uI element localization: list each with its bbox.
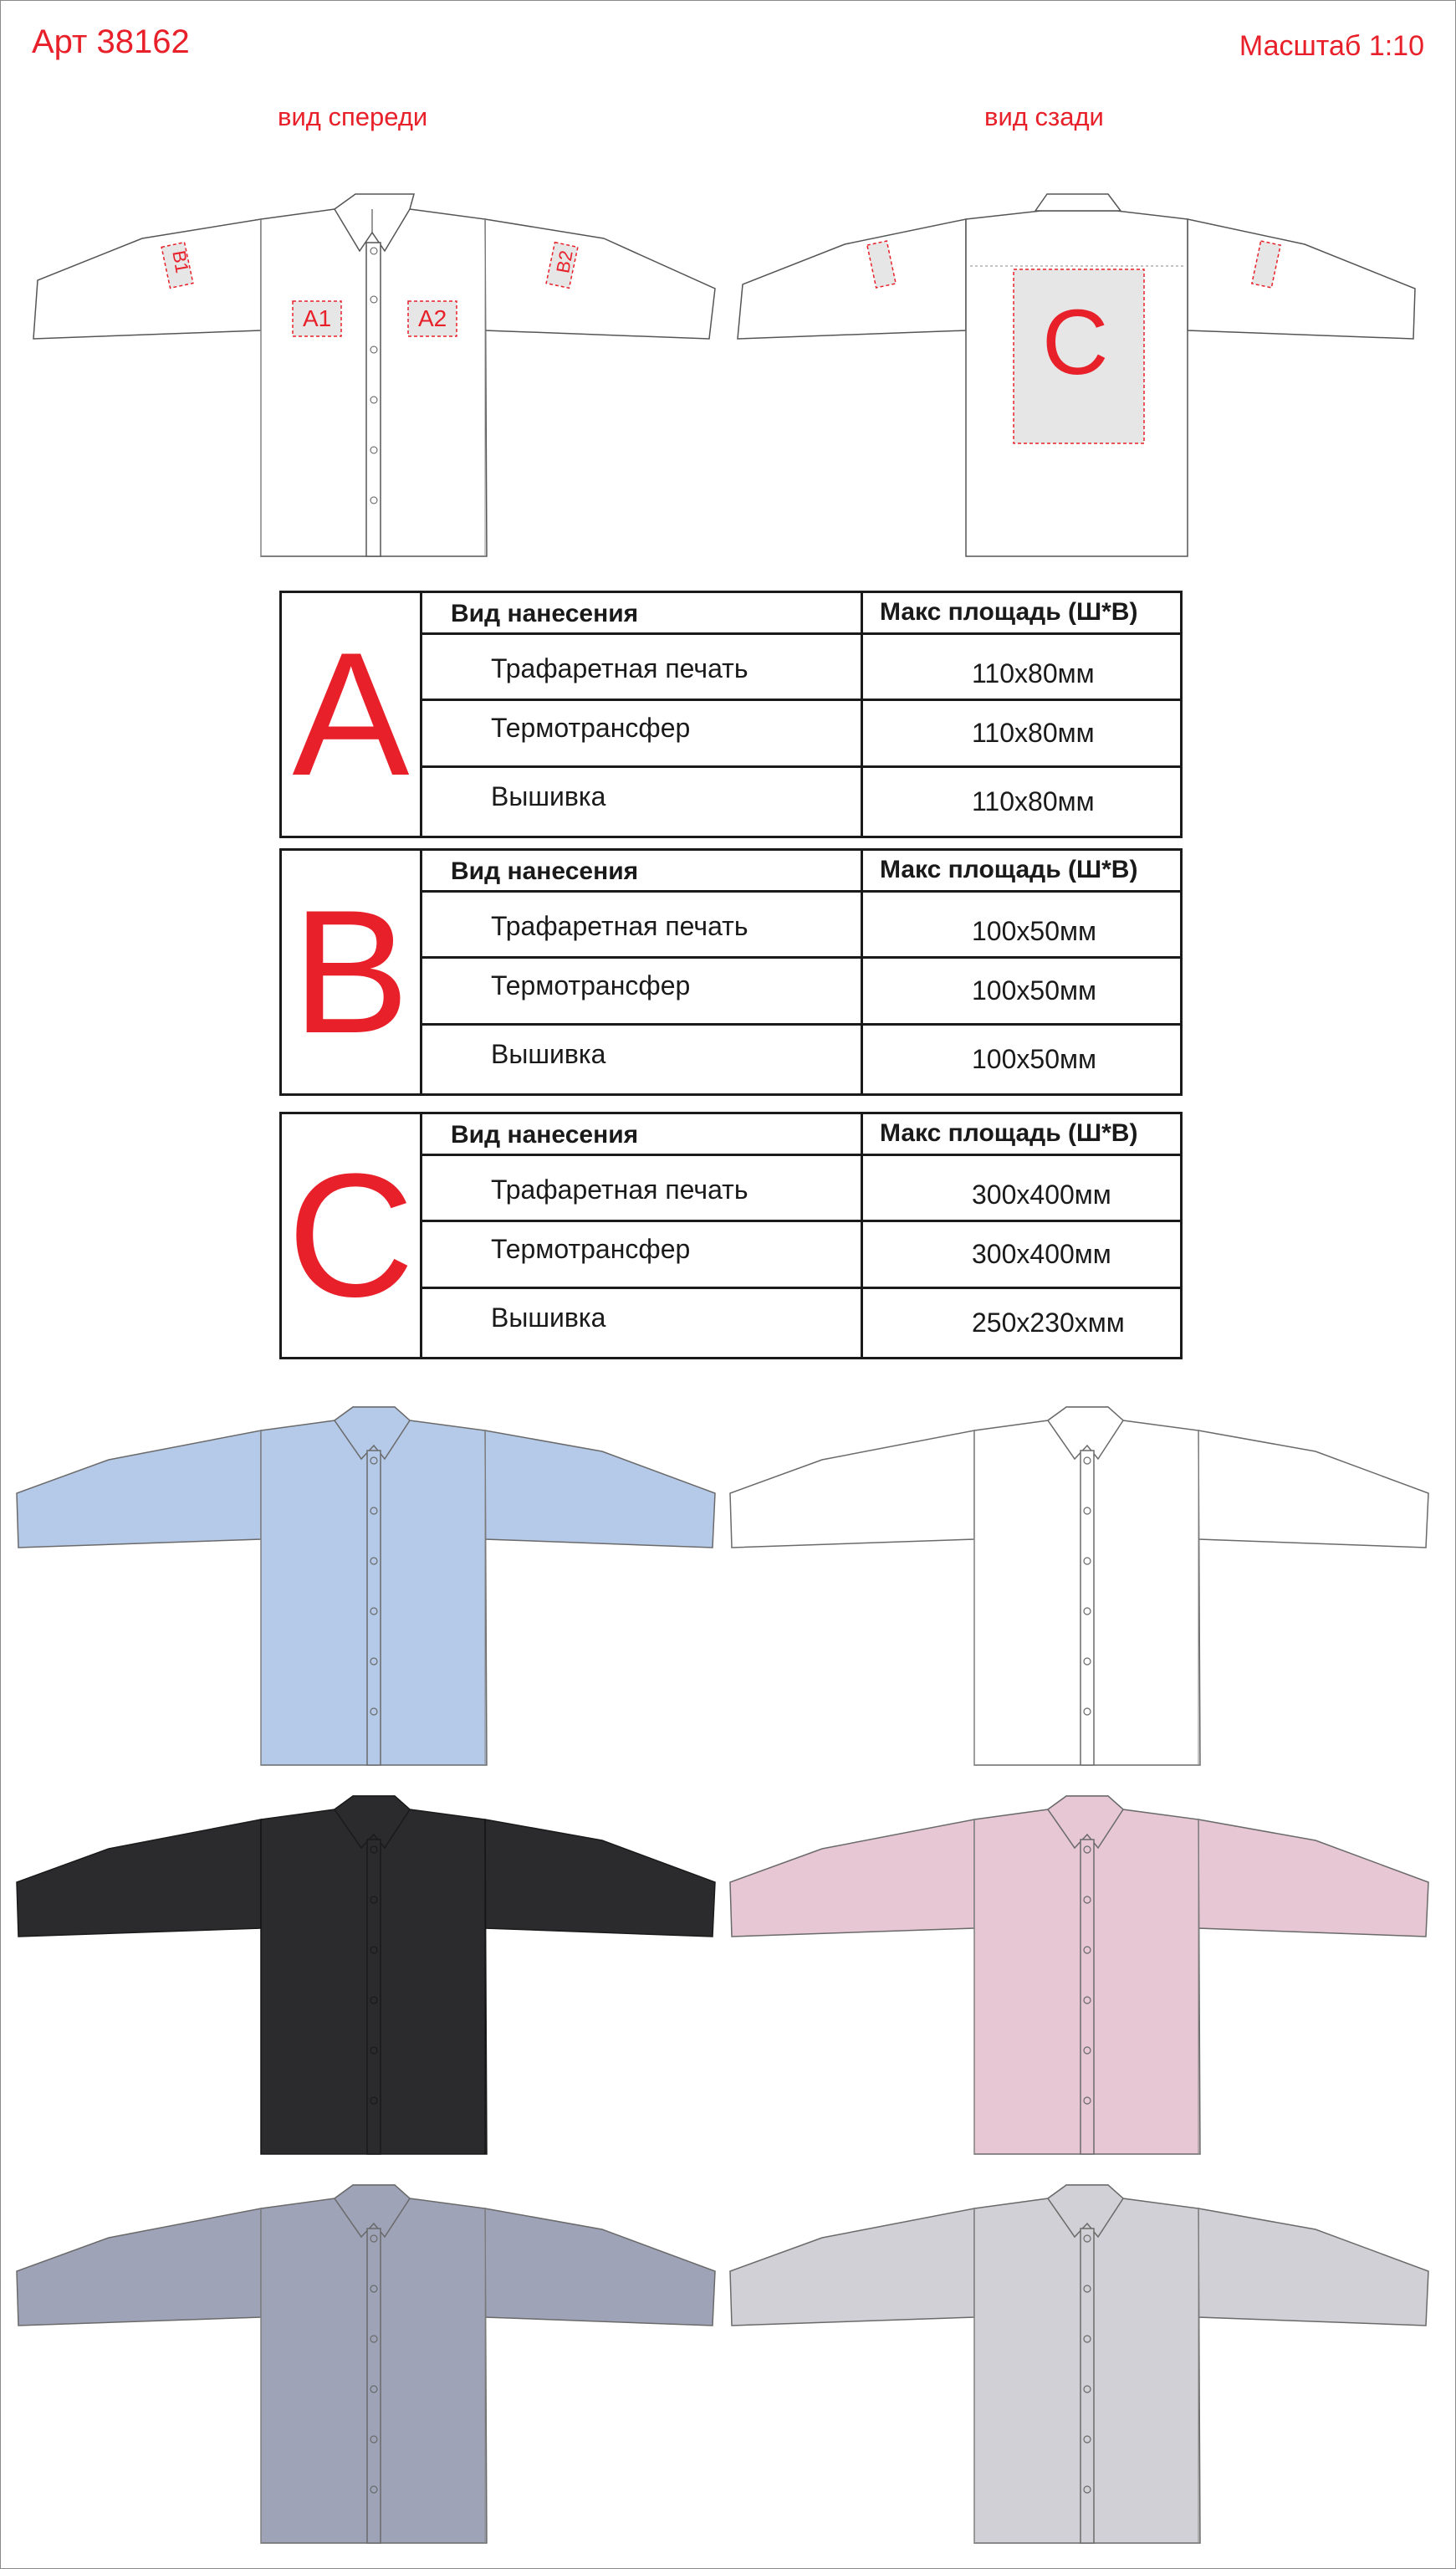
col-size-header: Макс площадь (Ш*В) xyxy=(880,598,1138,626)
scale-label: Масштаб 1:10 xyxy=(1239,30,1424,62)
method-cell: Термотрансфер xyxy=(491,970,691,1000)
table-row xyxy=(422,1156,1180,1222)
zone-b1-label: B1 xyxy=(168,248,193,275)
zone-a2-label: A2 xyxy=(418,305,447,331)
table-header-row xyxy=(422,851,1180,893)
col-method-header: Вид нанесения xyxy=(451,1121,639,1149)
table-row xyxy=(422,893,1180,959)
size-cell: 100x50мм xyxy=(972,916,1096,946)
method-cell: Трафаретная печать xyxy=(491,1174,748,1205)
size-cell: 300x400мм xyxy=(972,1180,1111,1210)
zone-c-label: C xyxy=(1042,291,1109,394)
col-size-header: Макс площадь (Ш*В) xyxy=(880,1119,1138,1147)
method-cell: Термотрансфер xyxy=(491,713,691,743)
table-row xyxy=(422,768,1180,836)
size-cell: 250x230хмм xyxy=(972,1308,1125,1338)
table-header-row xyxy=(422,1114,1180,1156)
table-c xyxy=(279,1112,1183,1359)
front-view-label: вид спереди xyxy=(278,102,428,131)
table-letter: B xyxy=(282,851,422,1093)
size-cell: 100x50мм xyxy=(972,1044,1096,1074)
front-shirt-outline xyxy=(33,194,715,556)
size-cell: 110x80мм xyxy=(972,786,1095,816)
size-cell: 300x400мм xyxy=(972,1239,1111,1269)
table-header-row xyxy=(422,593,1180,635)
back-view-label: вид сзади xyxy=(984,102,1104,131)
size-cell: 100x50мм xyxy=(972,975,1096,1006)
zone-a1-label: A1 xyxy=(303,305,332,331)
article-number: Арт 38162 xyxy=(32,23,190,60)
table-row xyxy=(422,1026,1180,1093)
size-cell: 110x80мм xyxy=(972,658,1095,688)
table-b xyxy=(279,848,1183,1096)
col-method-header: Вид нанесения xyxy=(451,857,639,885)
method-cell: Термотрансфер xyxy=(491,1234,691,1264)
method-cell: Вышивка xyxy=(491,1302,606,1333)
method-cell: Вышивка xyxy=(491,781,606,811)
table-row xyxy=(422,1289,1180,1357)
table-row xyxy=(422,1222,1180,1289)
technical-drawing xyxy=(0,0,1456,586)
method-cell: Вышивка xyxy=(491,1039,606,1069)
method-cell: Трафаретная печать xyxy=(491,911,748,941)
size-cell: 110x80мм xyxy=(972,718,1095,748)
table-row xyxy=(422,635,1180,701)
table-letter: C xyxy=(282,1114,422,1357)
col-method-header: Вид нанесения xyxy=(451,600,639,627)
table-a xyxy=(279,591,1183,838)
col-size-header: Макс площадь (Ш*В) xyxy=(880,856,1138,883)
table-letter: A xyxy=(282,593,422,836)
table-row xyxy=(422,701,1180,768)
zone-b2-label: B2 xyxy=(552,248,577,275)
method-cell: Трафаретная печать xyxy=(491,653,748,683)
table-row xyxy=(422,959,1180,1026)
